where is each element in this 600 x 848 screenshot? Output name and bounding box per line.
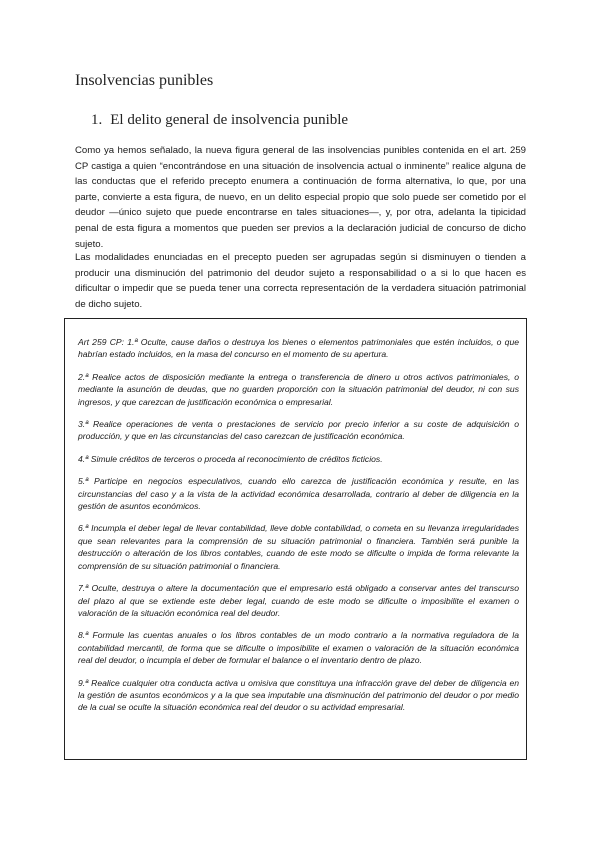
article-item: 9.ª Realice cualquier otra conducta activa u omisiva que constituya una infracción grave del deber de diligencia en la gestión de asuntos económicos y a la que sea imputable una disminución del patrimonio del deudor o por medio de la cual se oculte la situación económica real del deudor o su actividad empresarial. bbox=[78, 677, 519, 713]
section-heading-text: El delito general de insolvencia punible bbox=[110, 112, 349, 128]
article-item: 5.ª Participe en negocios especulativos, cuando ello carezca de justificación económica y resulte, en las circunstancias del caso y a la vista de la actividad económica desarrollada, contrario al deber de diligencia en la gestión de asuntos económicos. bbox=[78, 476, 519, 512]
article-item: 8.ª Formule las cuentas anuales o los libros contables de un modo contrario a la normativa reguladora de la contabilidad mercantil, de forma que se dificulte o imposibilite el examen o valoración de la situación económica real del deudor, o incumpla el deber de formular el balance o el inventario dentro de plazo. bbox=[78, 630, 519, 666]
body-paragraph: Como ya hemos señalado, la nueva figura general de las insolvencias punibles contenida en el art. 259 CP castiga a quien “encontrándose en una situación de insolvencia actual o inminente” realice alguna de las conductas que el referido precepto enumera a continuación de forma alternativa, lo que, por una parte, convierte a esta figura, de nuevo, en un delito especial propio que solo puede ser cometido por el deudor —único sujeto que puede encontrarse en tales situaciones—, y, por otra, adelanta la tipicidad penal de esta figura a momentos que pueden ser previos a la declaración judicial de concurso de dicho sujeto. bbox=[75, 145, 526, 250]
section-number: 1. bbox=[91, 112, 103, 128]
article-item: 4.ª Simule créditos de terceros o proceda al reconocimiento de créditos ficticios. bbox=[78, 453, 383, 464]
article-item: Art 259 CP: 1.ª Oculte, cause daños o destruya los bienes o elementos patrimoniales que estén incluidos, o que habrían estado incluidos, en la masa del concurso en el momento de su apertura. bbox=[78, 337, 519, 360]
article-quote-box bbox=[64, 318, 527, 760]
article-item: 7.ª Oculte, destruya o altere la documentación que el empresario está obligado a conservar antes del transcurso del plazo al que se extiende este deber legal, cuando de este modo se dificulte o imposibilite el examen o valoración de la situación económica real del deudor. bbox=[78, 583, 519, 618]
section-heading bbox=[91, 112, 348, 129]
article-item: 6.ª Incumpla el deber legal de llevar contabilidad, lleve doble contabilidad, o cometa en su llevanza irregularidades que sean relevantes para la comprensión de su situación patrimonial o financiera. También será punible la destrucción o alteración de los libros contables, cuando de este modo se dificulte o impida de forma relevante la comprensión de su situación patrimonial o financiera. bbox=[78, 523, 519, 571]
article-item: 3.ª Realice operaciones de venta o prestaciones de servicio por precio inferior a su coste de adquisición o producción, y que en las circunstancias del caso carezcan de justificación económica. bbox=[78, 419, 519, 442]
body-paragraph: Las modalidades enunciadas en el precepto pueden ser agrupadas según si disminuyen o tienden a producir una disminución del patrimonio del deudor sujeto a responsabilidad o a si lo que hacen es dificultar o impedir que se pueda tener una correcta representación de la verdadera situación patrimonial de dicho sujeto. bbox=[75, 252, 526, 310]
article-item: 2.ª Realice actos de disposición mediante la entrega o transferencia de dinero u otros activos patrimoniales, o mediante la asunción de deudas, que no guarden proporción con la situación patrimonial del deudor, ni con sus ingresos, y que carezcan de justificación económica o empresarial. bbox=[78, 371, 519, 407]
page-title: Insolvencias punibles bbox=[75, 72, 214, 89]
